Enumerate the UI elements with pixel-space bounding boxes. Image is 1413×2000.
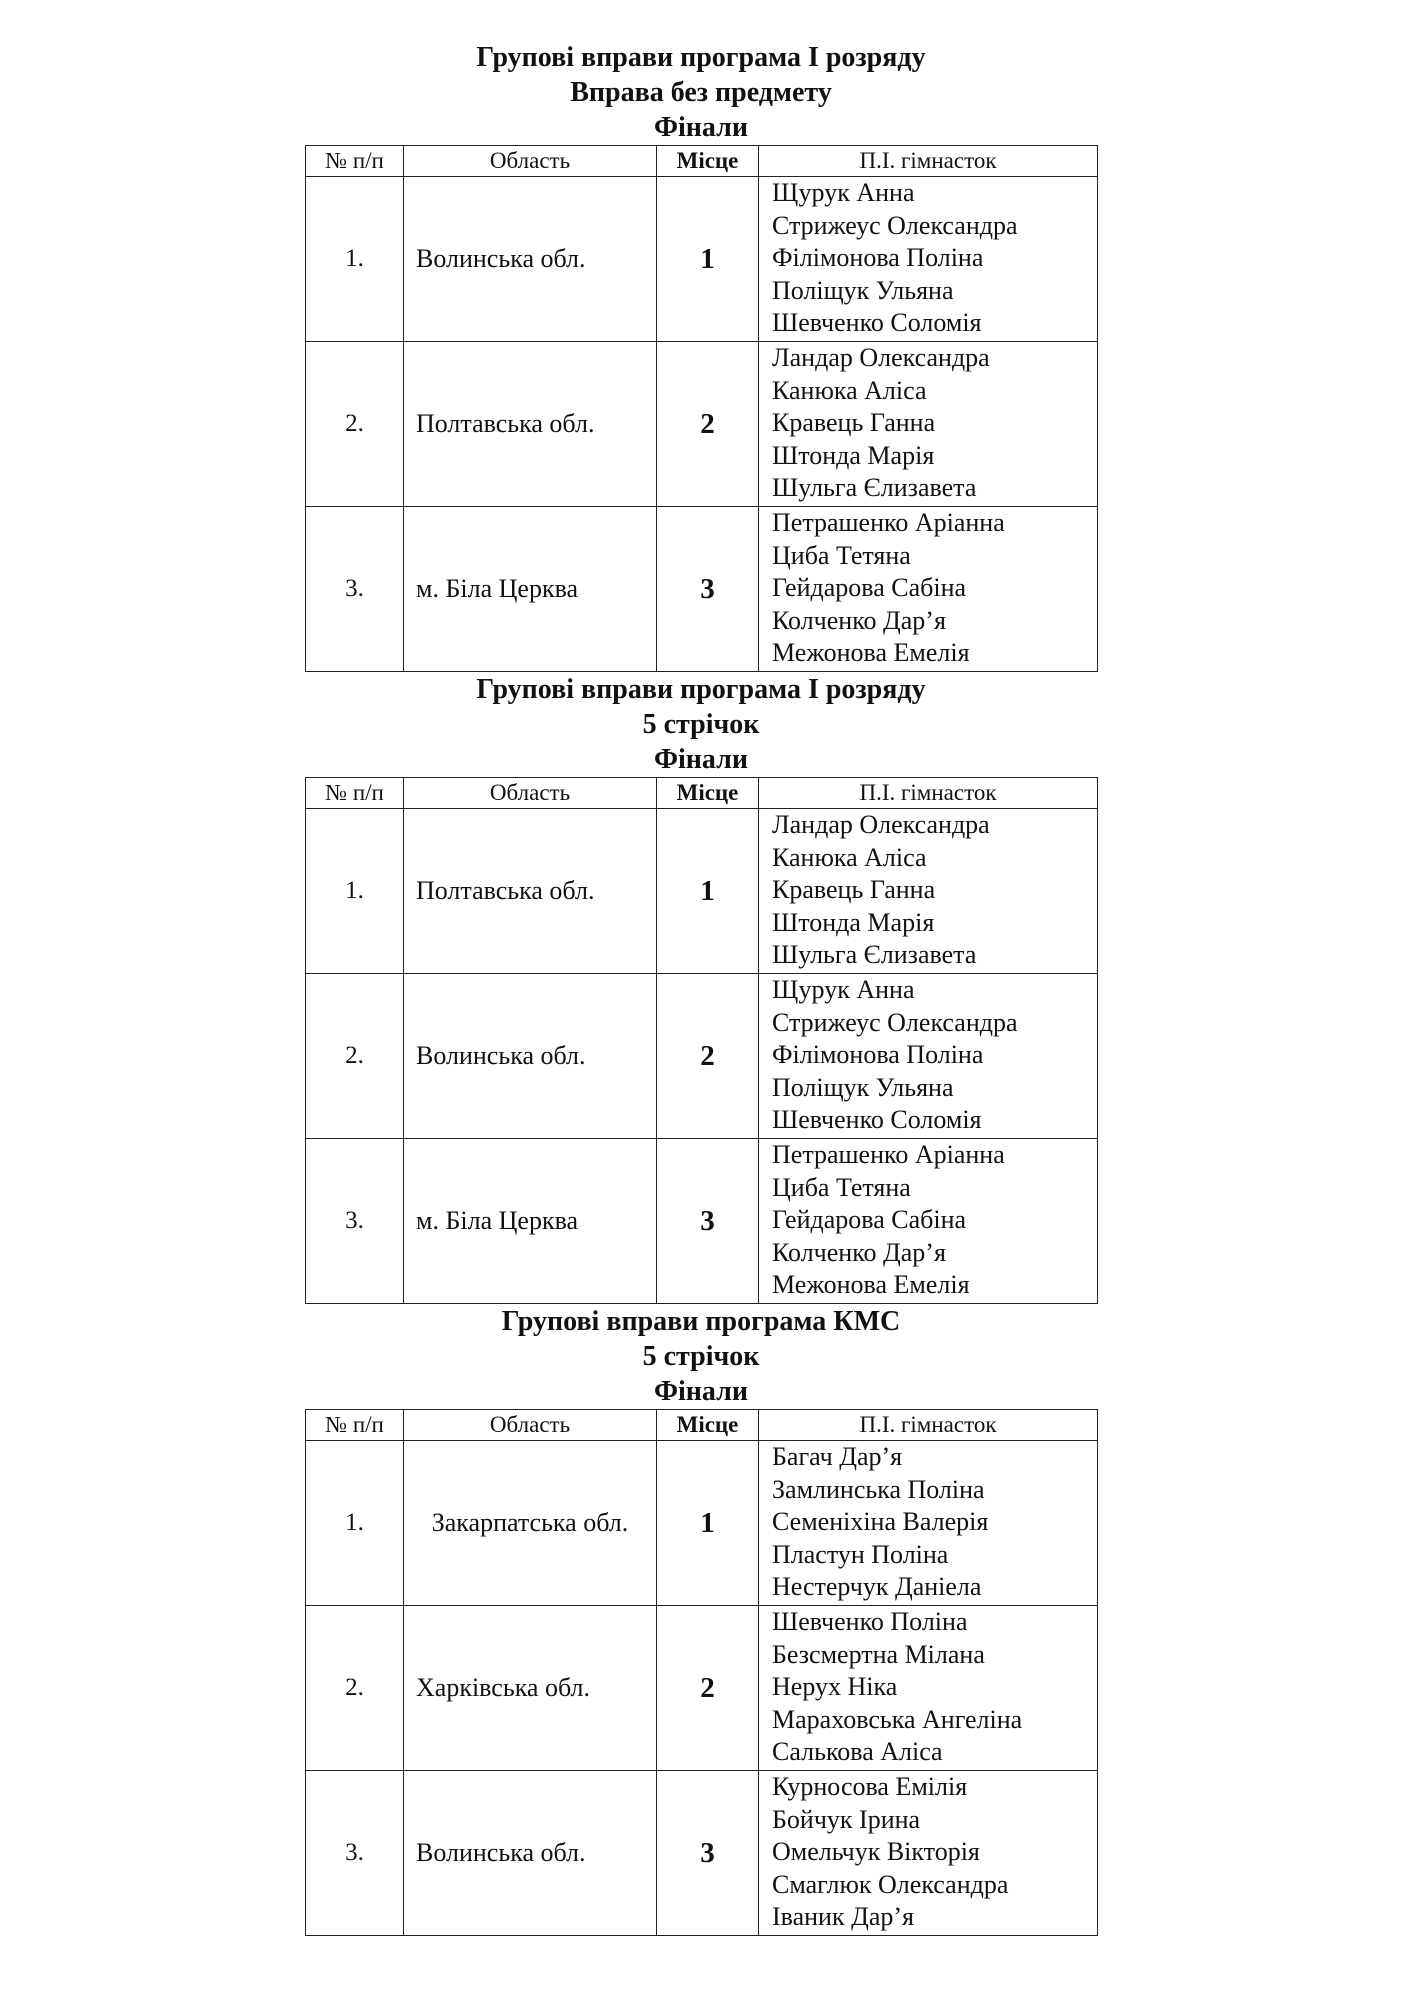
row-place: 3 <box>657 1771 759 1936</box>
header-names: П.І. гімнасток <box>759 1410 1098 1441</box>
gymnast-name: Нестерчук Даніела <box>772 1572 982 1602</box>
gymnast-name: Щурук Анна <box>772 178 915 207</box>
row-region: м. Біла Церква <box>404 507 657 672</box>
gymnast-name: Штонда Марія <box>772 440 935 470</box>
row-gymnasts <box>759 809 1098 974</box>
row-number: 2. <box>306 342 404 507</box>
row-region: Закарпатська обл. <box>404 1441 657 1606</box>
row-place: 3 <box>657 1139 759 1304</box>
header-region: Область <box>404 778 657 809</box>
row-region: Волинська обл. <box>404 1771 657 1936</box>
row-gymnasts <box>759 1606 1098 1771</box>
table-row <box>306 974 1098 1139</box>
gymnast-name: Нерух Ніка <box>772 1672 898 1702</box>
header-region: Область <box>404 146 657 177</box>
gymnast-name: Штонда Марія <box>772 907 935 937</box>
row-number: 3. <box>306 1139 404 1304</box>
gymnast-name: Кравець Ганна <box>772 408 936 438</box>
gymnast-name: Смаглюк Олександра <box>772 1869 1009 1899</box>
row-region: Полтавська обл. <box>404 809 657 974</box>
results-section <box>305 1304 1097 1936</box>
gymnast-name: Мараховська Ангеліна <box>772 1704 1023 1734</box>
row-place: 2 <box>657 342 759 507</box>
section-title: Групові вправи програма КМС <box>501 1306 901 1337</box>
table-row <box>306 507 1098 672</box>
table-row <box>306 809 1098 974</box>
header-num: № п/п <box>306 778 404 809</box>
gymnast-name: Кравець Ганна <box>772 875 936 905</box>
gymnast-name: Філімонова Поліна <box>772 243 984 273</box>
row-gymnasts <box>759 1441 1098 1606</box>
header-num: № п/п <box>306 146 404 177</box>
gymnast-name: Циба Тетяна <box>772 540 911 570</box>
header-place: Місце <box>657 778 759 809</box>
gymnast-name: Стрижеус Олександра <box>772 1007 1018 1037</box>
section-subtitle: 5 стрічок <box>642 709 760 740</box>
gymnast-name: Курносова Емілія <box>772 1772 968 1801</box>
row-number: 1. <box>306 1441 404 1606</box>
gymnast-name: Стрижеус Олександра <box>772 210 1018 240</box>
row-gymnasts <box>759 507 1098 672</box>
gymnast-name: Салькова Аліса <box>772 1737 943 1767</box>
gymnast-name: Семеніхіна Валерія <box>772 1507 989 1537</box>
gymnast-name: Ландар Олександра <box>772 343 990 372</box>
row-place: 3 <box>657 507 759 672</box>
gymnast-name: Циба Тетяна <box>772 1172 911 1202</box>
row-number: 1. <box>306 177 404 342</box>
results-table <box>305 1409 1098 1936</box>
gymnast-name: Петрашенко Аріанна <box>772 1140 1005 1169</box>
row-number: 2. <box>306 1606 404 1771</box>
results-section <box>305 672 1097 1304</box>
gymnast-name: Шевченко Поліна <box>772 1607 968 1636</box>
gymnast-name: Петрашенко Аріанна <box>772 508 1005 537</box>
gymnast-name: Замлинська Поліна <box>772 1474 985 1504</box>
gymnast-name: Колченко Дар’я <box>772 1237 946 1267</box>
gymnast-name: Шульга Єлизавета <box>772 940 977 970</box>
row-number: 2. <box>306 974 404 1139</box>
gymnast-name: Гейдарова Сабіна <box>772 573 967 603</box>
gymnast-name: Шевченко Соломія <box>772 308 982 338</box>
gymnast-name: Щурук Анна <box>772 975 915 1004</box>
results-section <box>305 40 1097 672</box>
gymnast-name: Канюка Аліса <box>772 842 927 872</box>
results-document <box>305 40 1097 1936</box>
table-header-row <box>306 1410 1098 1441</box>
gymnast-name: Межонова Емелія <box>772 1270 970 1300</box>
row-gymnasts <box>759 1139 1098 1304</box>
row-gymnasts <box>759 974 1098 1139</box>
row-gymnasts <box>759 1771 1098 1936</box>
gymnast-name: Філімонова Поліна <box>772 1040 984 1070</box>
gymnast-name: Гейдарова Сабіна <box>772 1205 967 1235</box>
section-stage: Фінали <box>653 744 749 775</box>
row-gymnasts <box>759 342 1098 507</box>
table-row <box>306 177 1098 342</box>
row-region: Волинська обл. <box>404 974 657 1139</box>
row-number: 3. <box>306 507 404 672</box>
table-row <box>306 1606 1098 1771</box>
row-region: Харківська обл. <box>404 1606 657 1771</box>
gymnast-name: Поліщук Ульяна <box>772 275 954 305</box>
header-num: № п/п <box>306 1410 404 1441</box>
row-gymnasts <box>759 177 1098 342</box>
row-number: 3. <box>306 1771 404 1936</box>
row-number: 1. <box>306 809 404 974</box>
results-table <box>305 777 1098 1304</box>
section-title: Групові вправи програма І розряду <box>476 42 926 73</box>
row-place: 2 <box>657 974 759 1139</box>
gymnast-name: Іваник Дар’я <box>772 1902 914 1932</box>
header-place: Місце <box>657 146 759 177</box>
row-region: Полтавська обл. <box>404 342 657 507</box>
gymnast-name: Колченко Дар’я <box>772 605 946 635</box>
gymnast-name: Ландар Олександра <box>772 810 990 839</box>
row-place: 2 <box>657 1606 759 1771</box>
gymnast-name: Бойчук Ірина <box>772 1804 921 1834</box>
table-header-row <box>306 146 1098 177</box>
row-place: 1 <box>657 1441 759 1606</box>
gymnast-name: Межонова Емелія <box>772 638 970 668</box>
header-names: П.І. гімнасток <box>759 146 1098 177</box>
section-stage: Фінали <box>653 112 749 143</box>
section-subtitle: Вправа без предмету <box>570 77 832 108</box>
table-row <box>306 342 1098 507</box>
row-region: м. Біла Церква <box>404 1139 657 1304</box>
header-names: П.І. гімнасток <box>759 778 1098 809</box>
section-stage: Фінали <box>653 1376 749 1407</box>
table-row <box>306 1441 1098 1606</box>
table-row <box>306 1139 1098 1304</box>
gymnast-name: Поліщук Ульяна <box>772 1072 954 1102</box>
row-place: 1 <box>657 809 759 974</box>
row-region: Волинська обл. <box>404 177 657 342</box>
row-place: 1 <box>657 177 759 342</box>
gymnast-name: Безсмертна Мілана <box>772 1639 985 1669</box>
section-title: Групові вправи програма І розряду <box>476 674 926 705</box>
header-place: Місце <box>657 1410 759 1441</box>
gymnast-name: Шевченко Соломія <box>772 1105 982 1135</box>
section-subtitle: 5 стрічок <box>642 1341 760 1372</box>
table-header-row <box>306 778 1098 809</box>
results-table <box>305 145 1098 672</box>
gymnast-name: Пластун Поліна <box>772 1539 949 1569</box>
gymnast-name: Омельчук Вікторія <box>772 1837 980 1867</box>
gymnast-name: Канюка Аліса <box>772 375 927 405</box>
table-row <box>306 1771 1098 1936</box>
gymnast-name: Шульга Єлизавета <box>772 473 977 503</box>
gymnast-name: Багач Дар’я <box>772 1442 903 1471</box>
header-region: Область <box>404 1410 657 1441</box>
